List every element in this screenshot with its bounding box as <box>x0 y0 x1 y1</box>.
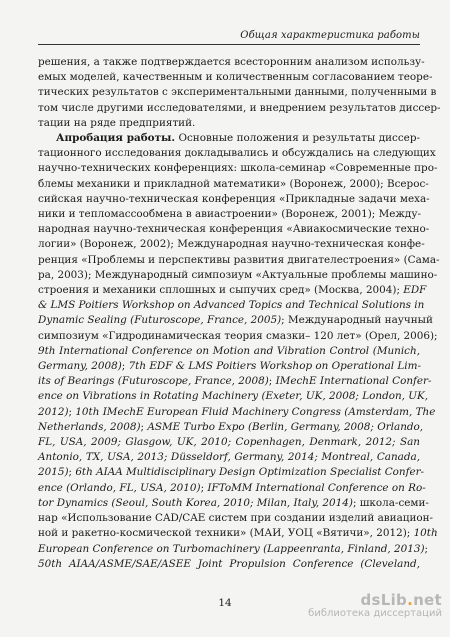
text-line <box>38 207 420 222</box>
text-line <box>38 389 429 404</box>
text-line: тации на ряде предприятий. <box>38 116 196 129</box>
text-run: ; <box>200 481 208 494</box>
page-body <box>38 55 441 572</box>
watermark-logo-tld: net <box>413 591 442 609</box>
text-line <box>38 237 425 252</box>
italic-run: & LMS Poitiers Workshop on Advanced Topics and Technical Solutions in <box>38 299 425 312</box>
watermark-logo-main: dsLib <box>360 591 408 609</box>
italic-run: Dynamic Sealing (Futuroscope, France, 2005) <box>38 314 282 327</box>
italic-run: 10th IMechE European Fluid Machinery Congress (Amsterdam, The <box>75 405 436 418</box>
text-run: ; <box>68 466 76 479</box>
running-title: Общая характеристика работы <box>240 30 420 41</box>
text-line <box>38 222 430 237</box>
text-run: ренция «Проблемы и перспективы развития двигателестроения» (Сама- <box>38 253 440 266</box>
text-line <box>38 465 425 480</box>
text-line <box>38 329 438 344</box>
text-line <box>38 192 430 207</box>
italic-run: Antonio, TX, USA, 2013; Düsseldorf, Germany, 2014; Montreal, Canada, <box>38 451 420 464</box>
italic-run: EDF <box>403 284 427 297</box>
italic-run: ASME Turbo Expo (Berlin, Germany, 2008; Orlando, <box>147 420 424 433</box>
text-run: ; <box>268 375 276 388</box>
paragraph-1 <box>38 55 441 131</box>
text-line <box>38 496 429 511</box>
text-run: народная научно-техническая конференция «Авиакосмические техно- <box>38 223 430 236</box>
text-run: Основные положения и результаты диссер- <box>178 132 420 145</box>
text-run: сийская научно-техническая конференция «Прикладные задачи меха- <box>38 192 430 205</box>
text-line <box>38 481 426 496</box>
text-run: ной и ракетно-космической техники» (МАИ, УОЦ «Вятичи», 2012); <box>38 527 414 540</box>
text-line <box>38 359 420 374</box>
italic-run: ence on Vibrations in Rotating Machinery (Exeter, UK, 2008; London, UK, <box>38 390 429 403</box>
text-line <box>38 450 420 465</box>
text-run: ра, 2003); Международный симпозиум «Актуальные проблемы машино- <box>38 268 438 281</box>
italic-run: 7th EDF & LMS Poitiers Workshop on Operational Lim- <box>128 360 421 373</box>
running-header <box>38 30 420 45</box>
page-number: 14 <box>218 597 232 609</box>
italic-run: Netherlands, 2008) <box>38 420 141 433</box>
watermark-logo-dot: . <box>407 591 414 609</box>
watermark-logo <box>308 591 442 609</box>
text-run: ники и тепломассообмена в авиастроении» (Воронеж, 2001); Между- <box>38 208 421 221</box>
watermark-caption: библиотека диссертаций <box>308 608 442 619</box>
italic-run: IFToMM International Conference on Ro- <box>207 481 426 494</box>
paragraph-approbation <box>38 131 440 572</box>
text-line <box>38 435 420 450</box>
text-run: симпозиум «Гидродинамическая теория смазки– 120 лет» (Орел, 2006); <box>38 329 438 342</box>
text-line <box>38 283 427 298</box>
italic-run: 9th International Conference on Motion and Vibration Control (Munich, <box>38 344 420 357</box>
italic-run: European Conference on Turbomachinery (Lappeenranta, Finland, 2013) <box>38 542 425 555</box>
italic-run: FL, USA, 2009; Glasgow, UK, 2010; Copenhagen, Denmark, 2012; San <box>38 436 420 449</box>
section-heading: Апробация работы. <box>56 132 176 145</box>
text-line <box>38 344 420 359</box>
text-line <box>38 526 438 541</box>
text-run: блемы механики и прикладной математики» (Воронеж, 2000); Всерос- <box>38 177 429 190</box>
text-run: ; Международный научный <box>281 314 433 327</box>
text-line <box>38 146 436 161</box>
text-run: научно-технических конференциях: школа-семинар «Современные про- <box>38 162 438 175</box>
text-line <box>38 557 420 572</box>
text-line <box>38 405 436 420</box>
text-run: ; <box>121 360 129 373</box>
italic-run: its of Bearings (Futuroscope, France, 2008) <box>38 375 269 388</box>
text-run: логии» (Воронеж, 2002); Международная научно-техническая конфе- <box>38 238 425 251</box>
italic-run: 2012) <box>38 405 69 418</box>
italic-run: 6th AIAA Multidisciplinary Design Optimization Specialist Confer- <box>75 466 425 479</box>
text-line <box>38 177 429 192</box>
text-run: нар «Использование CAD/CAE систем при создании изделий авиацион- <box>38 512 434 525</box>
text-line <box>38 253 440 268</box>
text-line <box>38 131 420 146</box>
text-line <box>38 374 432 389</box>
italic-run: ence (Orlando, FL, USA, 2010) <box>38 481 201 494</box>
text-line: емых моделей, качественным и количественным согласованием теоре- <box>38 71 433 84</box>
text-line: решения, а также подтверждается всесторонним анализом использу- <box>38 56 425 68</box>
text-run: ; школа-семи- <box>352 496 429 509</box>
italic-run: 50th AIAA/ASME/SAE/ASEE Joint Propulsion Conference (Cleveland, <box>38 557 420 570</box>
text-line <box>38 542 429 557</box>
text-line <box>38 298 425 313</box>
italic-run: 2015) <box>38 466 69 479</box>
text-run: ; <box>140 420 148 433</box>
text-line <box>38 420 424 435</box>
text-line <box>38 313 433 328</box>
italic-run: tor Dynamics (Seoul, South Korea, 2010; Milan, Italy, 2014) <box>38 496 353 509</box>
watermark <box>308 591 442 619</box>
italic-run: 10th <box>413 527 438 540</box>
text-line <box>38 268 438 283</box>
italic-run: IMechE International Confer- <box>275 375 432 388</box>
text-line: тических результатов с экспериментальными данными, полученными в <box>38 86 437 99</box>
text-run: ; <box>424 542 429 555</box>
italic-run: Germany, 2008) <box>38 360 122 373</box>
text-line <box>38 161 438 176</box>
text-line: том числе другими исследователями, и внедрением результатов диссер- <box>38 101 441 114</box>
text-run: тационного исследования докладывались и обсуждались на следующих <box>38 147 436 160</box>
text-line <box>38 511 434 526</box>
text-run: ; <box>68 405 76 418</box>
text-run: строения и механики сплошных и сыпучих сред» (Москва, 2004); <box>38 284 404 297</box>
